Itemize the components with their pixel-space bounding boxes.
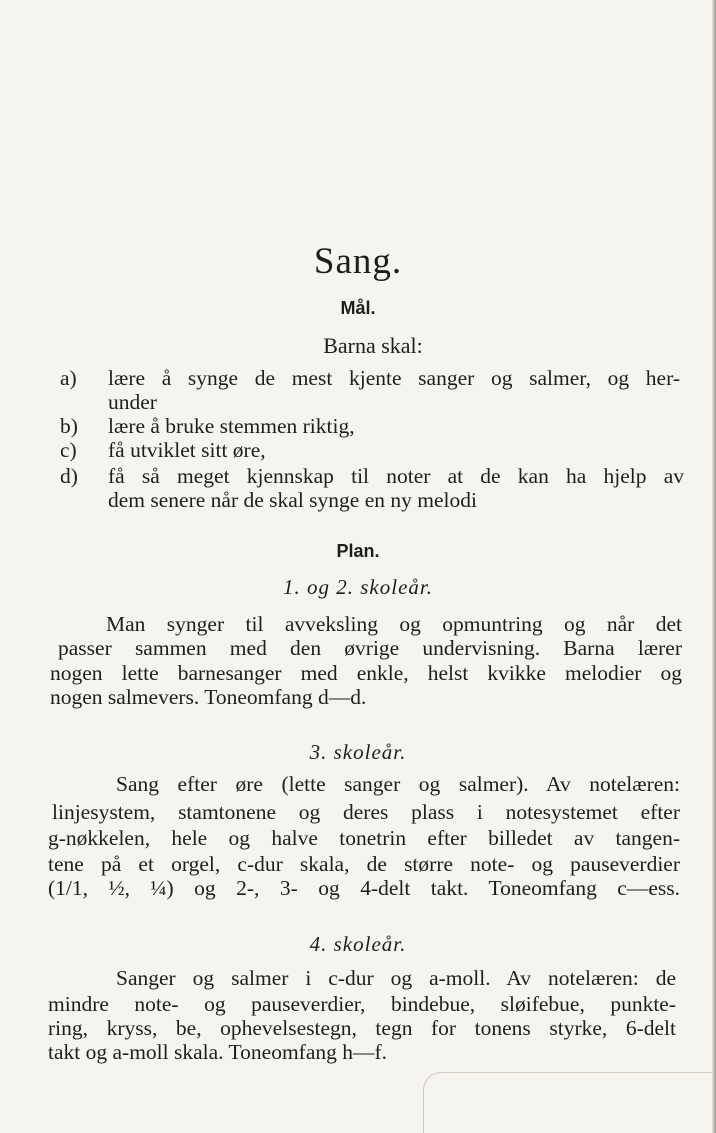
section-line: g-nøkkelen, hele og halve tonetrin efter billedet av tangen- xyxy=(48,826,680,850)
section-line: Sanger og salmer i c-dur og a-moll. Av notelæren: de xyxy=(116,966,676,990)
goal-item-marker: b) xyxy=(60,414,78,438)
goal-item-line: under xyxy=(108,390,157,414)
goal-intro: Barna skal: xyxy=(323,333,423,358)
goal-item-line: lære å bruke stemmen riktig, xyxy=(108,414,355,438)
section-line: Sang efter øre (lette sanger og salmer). Av notelæren: xyxy=(116,772,680,796)
goal-item-line: få så meget kjennskap til noter at de kan ha hjelp av xyxy=(108,464,684,488)
page-title: Sang. xyxy=(313,241,403,282)
section-line: tene på et orgel, c-dur skala, de større note- og pauseverdier xyxy=(48,852,680,876)
section-title: 3. skoleår. xyxy=(309,740,407,764)
section-line: linjesystem, stamtonene og deres plass i notesystemet efter xyxy=(52,800,680,824)
goal-item-line: dem senere når de skal synge en ny melodi xyxy=(108,488,477,512)
section-title: 1. og 2. skoleår. xyxy=(283,575,433,599)
goal-item-marker: c) xyxy=(60,438,77,462)
section-line: takt og a-moll skala. Toneomfang h—f. xyxy=(48,1040,388,1064)
section-line: passer sammen med den øvrige undervisning. Barna lærer xyxy=(58,636,682,660)
goal-item-marker: d) xyxy=(60,464,78,488)
section-line: mindre note- og pauseverdier, bindebue, sløifebue, punkte- xyxy=(48,992,676,1016)
goal-item-line: lære å synge de mest kjente sanger og salmer, og her- xyxy=(108,366,680,390)
section-line: (1/1, ½, ¼) og 2-, 3- og 4-delt takt. Toneomfang c—ess. xyxy=(48,876,680,900)
page-curl xyxy=(423,1072,714,1133)
section-line: ring, kryss, be, ophevelsestegn, tegn for tonens styrke, 6-delt xyxy=(48,1016,676,1040)
goal-item-marker: a) xyxy=(60,366,77,390)
plan-heading: Plan. xyxy=(336,541,380,561)
page-edge xyxy=(712,0,716,1133)
goal-item-line: få utviklet sitt øre, xyxy=(108,438,266,462)
section-line: Man synger til avveksling og opmuntring og når det xyxy=(106,612,682,636)
goal-heading: Mål. xyxy=(340,298,376,318)
section-line: nogen lette barnesanger med enkle, helst kvikke melodier og xyxy=(50,661,682,685)
section-line: nogen salmevers. Toneomfang d—d. xyxy=(50,685,367,709)
section-title: 4. skoleår. xyxy=(309,932,407,956)
